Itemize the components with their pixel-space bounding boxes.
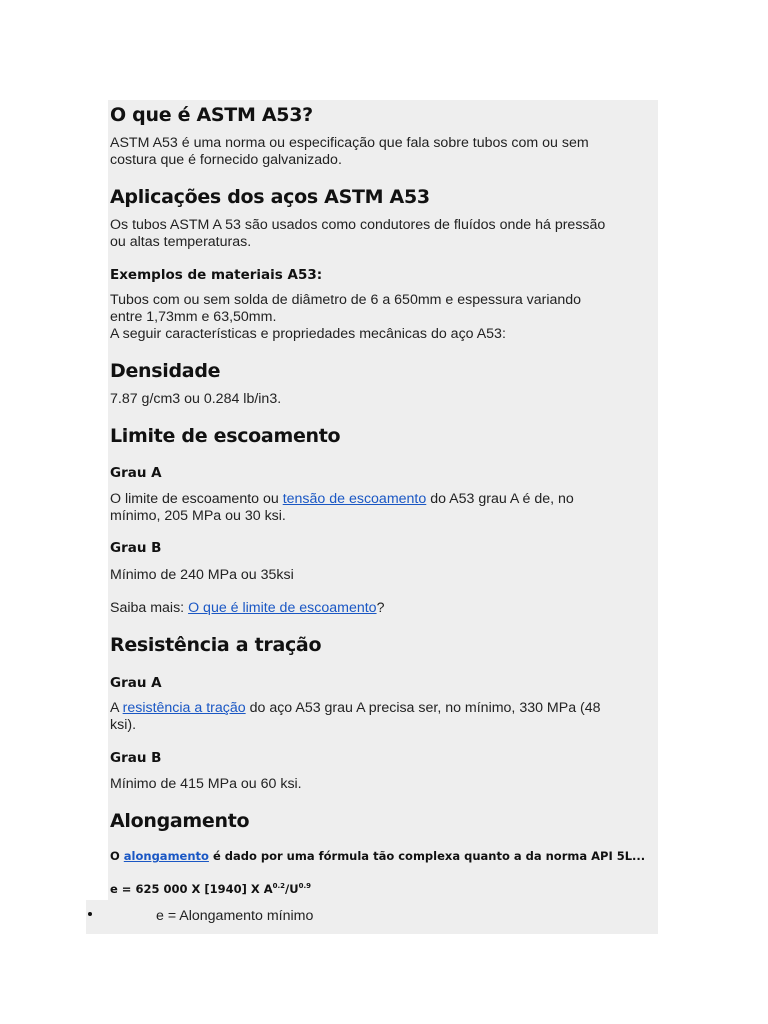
paragraph-yield-grade-b: Mínimo de 240 MPa ou 35ksi	[110, 567, 294, 583]
heading-tensile-grade-b: Grau B	[110, 750, 162, 766]
paragraph-applications: Os tubos ASTM A 53 são usados como condutores de fluídos onde há pressão ou altas temperaturas.	[110, 217, 606, 250]
paragraph-density: 7.87 g/cm3 ou 0.284 lb/in3.	[110, 391, 282, 407]
heading-density: Densidade	[110, 360, 221, 382]
heading-yield-limit: Limite de escoamento	[110, 425, 341, 447]
document-page	[108, 100, 658, 900]
heading-tensile-strength: Resistência a tração	[110, 634, 322, 656]
heading-elongation: Alongamento	[110, 810, 250, 832]
paragraph-learn-more: Saiba mais: O que é limite de escoamento?	[110, 600, 385, 616]
bullet-list	[86, 900, 658, 934]
link-elongation[interactable]: alongamento	[123, 849, 209, 863]
heading-examples: Exemplos de materiais A53:	[110, 267, 323, 283]
paragraph-tensile-grade-a: A resistência a tração do aço A53 grau A precisa ser, no mínimo, 330 MPa (48 ksi).	[110, 700, 601, 733]
paragraph-examples: Tubos com ou sem solda de diâmetro de 6 a 650mm e espessura variando entre 1,73mm e 63,50mm. A seguir características e propriedades mecânicas do aço A53:	[110, 292, 582, 342]
heading-applications: Aplicações dos aços ASTM A53	[110, 186, 430, 208]
paragraph-what-is: ASTM A53 é uma norma ou especificação que fala sobre tubos com ou sem costura que é fornecido galvanizado.	[110, 135, 589, 168]
heading-yield-grade-b: Grau B	[110, 540, 162, 556]
elongation-formula: e = 625 000 X [1940] X $A^{0.2}/U^{0.9}$	[110, 882, 311, 896]
paragraph-yield-grade-a: O limite de escoamento ou tensão de escoamento do A53 grau A é de, no mínimo, 205 MPa ou 30 ksi.	[110, 491, 574, 524]
paragraph-tensile-grade-b: Mínimo de 415 MPa ou 60 ksi.	[110, 776, 302, 792]
link-tensile-strength[interactable]: resistência a tração	[122, 700, 246, 716]
heading-tensile-grade-a: Grau A	[110, 675, 162, 691]
list-item: e = Alongamento mínimo	[156, 908, 314, 924]
heading-yield-grade-a: Grau A	[110, 465, 162, 481]
link-what-is-yield-limit[interactable]: O que é limite de escoamento	[188, 600, 377, 616]
heading-what-is-astm-a53: O que é ASTM A53?	[110, 104, 313, 126]
paragraph-elongation-intro: O alongamento é dado por uma fórmula tão complexa quanto a da norma API 5L...	[110, 849, 646, 863]
link-yield-stress[interactable]: tensão de escoamento	[282, 491, 427, 507]
bullet-icon	[88, 912, 92, 916]
